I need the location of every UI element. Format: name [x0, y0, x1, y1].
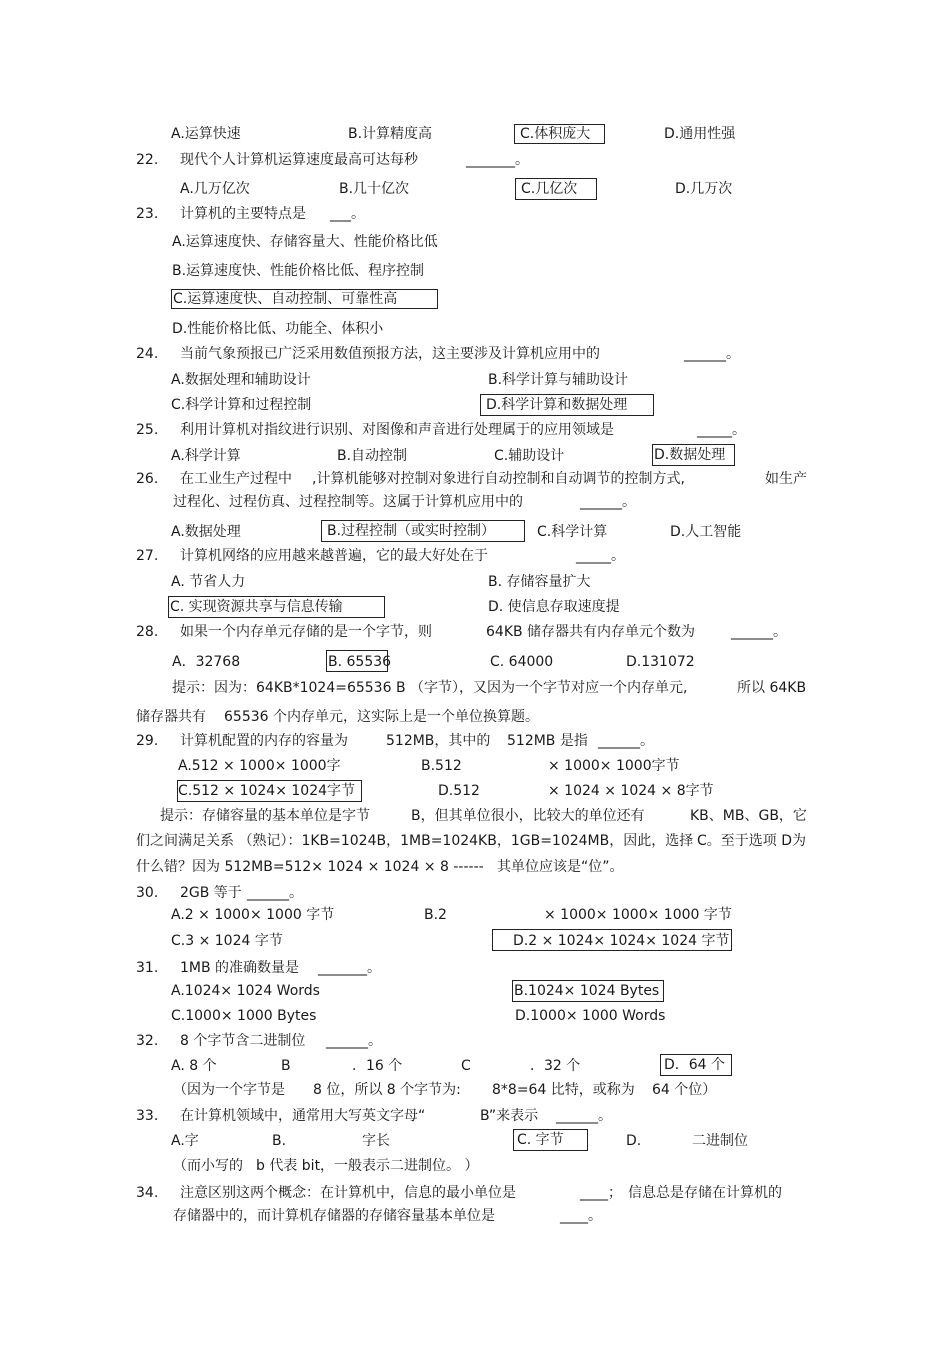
q33-note-part1: （而小写的	[173, 1158, 243, 1174]
q24-option-c: C.科学计算和过程控制	[171, 397, 312, 413]
q33-option-d-label: D.	[626, 1133, 642, 1149]
q34-blank-2: ____。	[560, 1208, 602, 1224]
q33-stem-part2: B”来表示	[480, 1108, 539, 1124]
q34-stem-part2: 信息总是存储在计算机的	[628, 1185, 782, 1201]
q24-blank: ______。	[684, 346, 740, 362]
q30-option-c: C.3 × 1024 字节	[171, 933, 283, 949]
q32-stem: 8 个字节含二进制位	[180, 1033, 306, 1049]
q23-stem: 计算机的主要特点是	[180, 206, 306, 222]
q31-option-c: C.1000× 1000 Bytes	[171, 1008, 317, 1024]
q33-stem-part1: 在计算机领域中，通常用大写英文字母“	[180, 1108, 426, 1124]
q32-note-part2: 8 位，所以 8 个字节为:	[313, 1082, 461, 1098]
q29-number: 29.	[136, 733, 159, 749]
q34-blank-1: ____；	[580, 1185, 622, 1201]
q28-blank: ______。	[731, 624, 787, 640]
q27-option-a: A. 节省人力	[171, 574, 246, 590]
q32-blank: ______。	[326, 1033, 382, 1049]
q31-option-b: B.1024× 1024 Bytes	[514, 983, 660, 999]
q29-hint-line3: 什么错？因为 512MB=512× 1024 × 1024 × 8 ------	[136, 859, 484, 875]
q33-option-b-label: B.	[272, 1133, 287, 1149]
q25-option-b: B.自动控制	[337, 448, 408, 464]
q26-number: 26.	[136, 471, 159, 487]
q32-option-c-value: ．32 个	[530, 1058, 581, 1074]
q30-stem: 2GB 等于	[180, 885, 242, 901]
q28-stem-part1: 如果一个内存单元存储的是一个字节，则	[180, 624, 432, 640]
q25-stem: 利用计算机对指纹进行识别、对图像和声音进行处理属于的应用领域是	[180, 422, 614, 438]
q32-note-part3: 8*8=64 比特，或称为	[492, 1082, 635, 1098]
q24-option-b: B.科学计算与辅助设计	[488, 372, 629, 388]
q29-hint-line2: 们之间满足关系 （熟记）：1KB=1024B，1MB=1024KB，1GB=1024MB，因此，选择	[136, 833, 694, 849]
q26-stem-part3: 如生产	[765, 471, 807, 487]
q27-number: 27.	[136, 548, 159, 564]
q26-stem-part2: ,计算机能够对控制对象进行自动控制和自动调节的控制方式,	[312, 471, 685, 487]
q26-option-a: A.数据处理	[171, 524, 241, 540]
q30-number: 30.	[136, 885, 159, 901]
q28-option-d: D.131072	[626, 654, 695, 670]
q33-option-d-value: 二进制位	[692, 1133, 748, 1149]
q29-blank: ______。	[598, 733, 654, 749]
q22-number: 22.	[136, 152, 159, 168]
q28-number: 28.	[136, 624, 159, 640]
q27-option-c: C. 实现资源共享与信息传输	[170, 599, 343, 615]
q28-hint-line1: 提示：因为：64KB*1024=65536 B （字节），又因为一个字节对应一个内存单元,	[172, 680, 688, 696]
q30-option-b-value: × 1000× 1000× 1000 字节	[544, 907, 732, 923]
q32-option-c-label: C	[461, 1058, 471, 1074]
q23-option-b: B.运算速度快、性能价格比低、程序控制	[172, 263, 425, 279]
q23-option-a: A.运算速度快、存储容量大、性能价格比低	[172, 234, 438, 250]
q22-option-c: C.几亿次	[521, 181, 578, 197]
q31-option-a: A.1024× 1024 Words	[171, 983, 320, 999]
q29-hint-line1: 提示：存储容量的基本单位是字节	[160, 808, 370, 824]
q31-option-d: D.1000× 1000 Words	[515, 1008, 666, 1024]
q29-hint-line2-end: C。至于选项 D为	[697, 833, 807, 849]
q25-option-d: D.数据处理	[654, 447, 726, 463]
q31-stem: 1MB 的准确数量是	[180, 960, 300, 976]
q25-number: 25.	[136, 422, 159, 438]
q25-option-c: C.辅助设计	[494, 448, 565, 464]
q21-option-c: C.体积庞大	[520, 126, 591, 142]
q28-option-b: B. 65536	[328, 654, 392, 670]
q33-option-b-value: 字长	[362, 1133, 390, 1149]
q26-blank: ______。	[580, 494, 636, 510]
q34-stem-part1: 注意区别这两个概念：在计算机中，信息的最小单位是	[180, 1185, 516, 1201]
q28-hint-line2-start: 储存器共有	[136, 709, 206, 725]
q28-hint-line2: 65536 个内存单元，这实际上是一个单位换算题。	[224, 709, 539, 725]
q26-stem-part4: 过程化、过程仿真、过程控制等。这属于计算机应用中的	[173, 494, 523, 510]
q33-blank: ______。	[556, 1108, 612, 1124]
q32-number: 32.	[136, 1033, 159, 1049]
q32-note-part1: （因为一个字节是	[173, 1082, 285, 1098]
q29-option-a: A.512 × 1000× 1000字	[178, 758, 341, 774]
q29-stem-part1: 计算机配置的内存的容量为	[180, 733, 348, 749]
q28-option-c: C. 64000	[490, 654, 554, 670]
q25-blank: _____。	[697, 422, 746, 438]
q29-option-b-label: B.512	[421, 758, 462, 774]
q32-option-a: A. 8 个	[171, 1058, 217, 1074]
q27-option-d: D. 使信息存取速度提	[488, 599, 620, 615]
q22-stem: 现代个人计算机运算速度最高可达每秒	[180, 152, 418, 168]
q32-option-d: D．64 个	[664, 1057, 726, 1073]
q30-option-b-label: B.2	[424, 907, 447, 923]
q21-option-d: D.通用性强	[664, 126, 736, 142]
q29-stem-part3: 512MB 是指	[507, 733, 588, 749]
q29-option-d-label: D.512	[438, 783, 480, 799]
q23-number: 23.	[136, 206, 159, 222]
q22-option-b: B.几十亿次	[339, 181, 410, 197]
q28-hint-line1-end: 所以 64KB	[737, 680, 807, 696]
q29-hint-line1-mid: B，但其单位很小，比较大的单位还有	[411, 808, 645, 824]
q29-option-c: C.512 × 1024× 1024字节	[178, 783, 356, 799]
q23-option-d: D.性能价格比低、功能全、体积小	[172, 321, 384, 337]
q22-option-d: D.几万次	[675, 181, 733, 197]
q24-stem: 当前气象预报已广泛采用数值预报方法，这主要涉及计算机应用中的	[180, 346, 600, 362]
q33-note-part2: b 代表 bit，一般表示二进制位。 ）	[256, 1158, 479, 1174]
q26-stem-part1: 在工业生产过程中	[180, 471, 292, 487]
q30-option-a: A.2 × 1000× 1000 字节	[171, 907, 335, 923]
q31-number: 31.	[136, 960, 159, 976]
q28-option-a: A．32768	[172, 654, 241, 670]
q29-hint-line1-end: KB、MB、GB，它	[690, 808, 807, 824]
q27-option-b: B. 存储容量扩大	[488, 574, 591, 590]
q28-stem-part2: 64KB 储存器共有内存单元个数为	[486, 624, 696, 640]
q21-option-a: A.运算快速	[171, 126, 241, 142]
q22-blank: _______。	[466, 152, 529, 168]
q26-option-c: C.科学计算	[537, 524, 608, 540]
q22-option-a: A.几万亿次	[180, 181, 250, 197]
q26-option-d: D.人工智能	[670, 524, 742, 540]
q27-blank: _____。	[576, 548, 625, 564]
q27-stem: 计算机网络的应用越来越普遍，它的最大好处在于	[180, 548, 488, 564]
q30-option-d: D.2 × 1024× 1024× 1024 字节	[513, 933, 730, 949]
q33-number: 33.	[136, 1108, 159, 1124]
q32-option-b-label: B	[281, 1058, 291, 1074]
q29-option-b-value: × 1000× 1000字节	[548, 758, 680, 774]
q32-note-part4: 64 个位）	[652, 1082, 717, 1098]
q21-option-b: B.计算精度高	[348, 126, 433, 142]
q29-option-d-value: × 1024 × 1024 × 8字节	[548, 783, 714, 799]
q34-number: 34.	[136, 1185, 159, 1201]
q29-hint-line3-end: 其单位应该是“位”。	[497, 859, 624, 875]
q31-blank: _______。	[318, 960, 381, 976]
q24-option-d: D.科学计算和数据处理	[486, 397, 628, 413]
q32-option-b-value: ．16 个	[352, 1058, 403, 1074]
q23-blank: ___。	[330, 206, 365, 222]
q34-stem-part3: 存储器中的，而计算机存储器的存储容量基本单位是	[173, 1208, 495, 1224]
q26-option-b: B.过程控制（或实时控制）	[327, 523, 496, 539]
q24-option-a: A.数据处理和辅助设计	[171, 372, 311, 388]
q30-blank: ______。	[247, 885, 303, 901]
q24-number: 24.	[136, 346, 159, 362]
q33-option-a: A.字	[171, 1133, 199, 1149]
q29-stem-part2: 512MB，其中的	[386, 733, 491, 749]
q23-option-c: C.运算速度快、自动控制、可靠性高	[173, 291, 398, 307]
q25-option-a: A.科学计算	[171, 448, 241, 464]
q33-option-c: C. 字节	[517, 1132, 564, 1148]
